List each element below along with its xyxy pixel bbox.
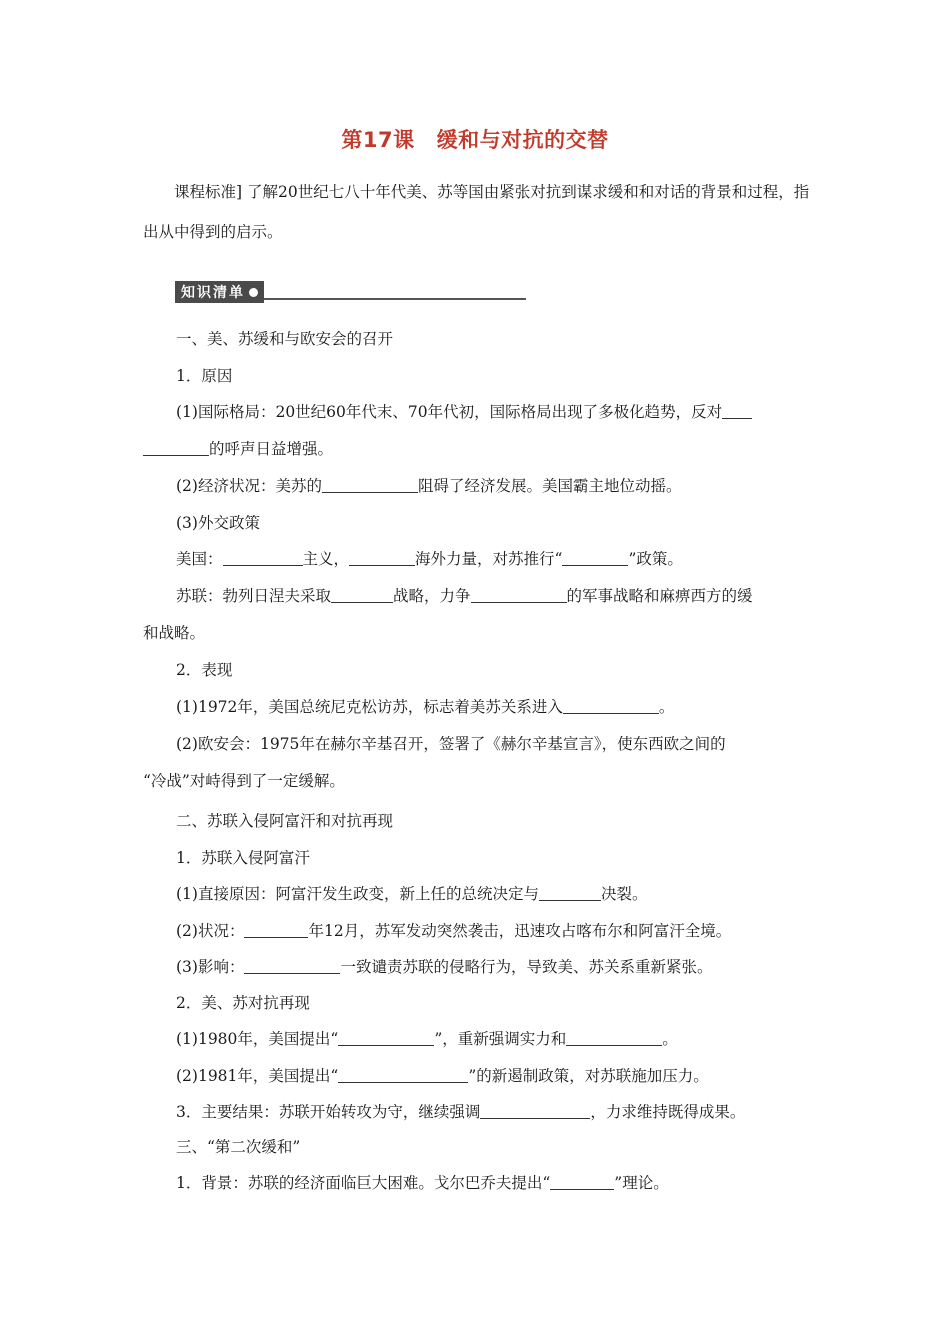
para-main-result	[143, 1102, 844, 1122]
blank	[244, 958, 340, 974]
text: 主义，	[302, 550, 350, 568]
text: 战略，力争	[393, 587, 471, 605]
badge-box	[175, 281, 264, 303]
para-1981	[143, 1066, 844, 1086]
text: ，力求维持既得成果。	[590, 1103, 746, 1121]
text: ”，重新强调实力和	[434, 1030, 567, 1048]
curriculum-standard: 课程标准] 了解20世纪七八十年代美、苏等国由紧张对抗到谋求缓和和对话的背景和过程，指出从中得到的启示。	[143, 183, 810, 241]
text: (2)状况：	[176, 922, 245, 940]
text: 的呼声日益增强。	[209, 440, 334, 458]
blank	[550, 1174, 614, 1190]
text: 一致谴责苏联的侵略行为，导致美、苏关系重新紧张。	[340, 958, 713, 976]
blank	[349, 550, 415, 566]
blank	[244, 922, 308, 938]
text: 。	[658, 698, 675, 716]
para-international	[143, 402, 844, 422]
blank	[539, 885, 601, 901]
text: (1)1972年，美国总统尼克松访苏，标志着美苏关系进入	[176, 698, 563, 716]
text: ”政策。	[628, 550, 683, 568]
para-diplomacy: (3)外交政策	[176, 514, 260, 532]
blank	[223, 550, 303, 566]
text: 阻碍了经济发展。美国霸主地位动摇。	[417, 477, 682, 495]
para-direct-cause	[143, 884, 844, 904]
para-background	[143, 1173, 844, 1193]
text: 年12月，苏军发动突然袭击，迅速攻占喀布尔和阿富汗全境。	[308, 922, 732, 940]
subheading-afghan: 1．苏联入侵阿富汗	[176, 849, 310, 867]
badge-label: 知识清单	[181, 285, 245, 301]
blank	[563, 698, 659, 714]
badge-rule	[264, 298, 526, 300]
text: (2)经济状况：美苏的	[176, 477, 322, 495]
text: (2)1981年，美国提出“	[176, 1067, 339, 1085]
text: 苏联：勃列日涅夫采取	[176, 587, 332, 605]
blank	[143, 440, 209, 456]
para-situation	[143, 921, 844, 941]
knowledge-list-badge	[175, 281, 526, 303]
heading-1: 一、美、苏缓和与欧安会的召开	[176, 330, 394, 348]
blank	[338, 1067, 468, 1083]
text: 3．主要结果：苏联开始转攻为守，继续强调	[176, 1103, 481, 1121]
text: (1)1980年，美国提出“	[176, 1030, 339, 1048]
text: 决裂。	[600, 885, 648, 903]
blank	[562, 550, 628, 566]
para-economy	[143, 476, 844, 496]
para-nixon	[143, 697, 844, 717]
text: (1)直接原因：阿富汗发生政变，新上任的总统决定与	[176, 885, 539, 903]
text: 海外力量，对苏推行“	[415, 550, 563, 568]
lesson-name: 缓和与对抗的交替	[436, 128, 609, 152]
text: ”理论。	[614, 1174, 669, 1192]
para-international-cont	[143, 439, 811, 459]
text: 的军事战略和麻痹西方的缓	[566, 587, 753, 605]
heading-3: 三、“第二次缓和”	[176, 1138, 301, 1156]
text: (1)国际格局：20世纪60年代末、70年代初，国际格局出现了多极化趋势，反对	[176, 403, 723, 421]
blank	[471, 587, 567, 603]
text: 1．背景：苏联的经济面临巨大困难。戈尔巴乔夫提出“	[176, 1174, 551, 1192]
text: 美国：	[176, 550, 223, 568]
para-ussr-cont: 和战略。	[143, 624, 206, 642]
para-impact	[143, 957, 844, 977]
para-1980	[143, 1029, 844, 1049]
heading-2: 二、苏联入侵阿富汗和对抗再现	[176, 812, 394, 830]
subheading-cause: 1．原因	[176, 367, 233, 385]
subheading-confrontation: 2．美、苏对抗再现	[176, 994, 310, 1012]
text: (3)影响：	[176, 958, 245, 976]
blank	[480, 1103, 590, 1119]
blank	[331, 587, 393, 603]
blank	[722, 403, 752, 419]
lesson-title	[0, 124, 950, 154]
para-csce: (2)欧安会：1975年在赫尔辛基召开，签署了《赫尔辛基宣言》，使东西欧之间的	[176, 735, 726, 753]
blank	[338, 1030, 434, 1046]
subheading-performance: 2．表现	[176, 661, 233, 679]
para-csce-cont: “冷战”对峙得到了一定缓解。	[143, 772, 345, 790]
text: ”的新遏制政策，对苏联施加压力。	[468, 1067, 709, 1085]
blank	[566, 1030, 662, 1046]
para-usa	[143, 549, 844, 569]
para-ussr	[143, 586, 844, 606]
lesson-number: 第17课	[341, 128, 415, 152]
blank	[322, 477, 418, 493]
dot-icon	[249, 288, 258, 297]
text: 。	[662, 1030, 678, 1048]
